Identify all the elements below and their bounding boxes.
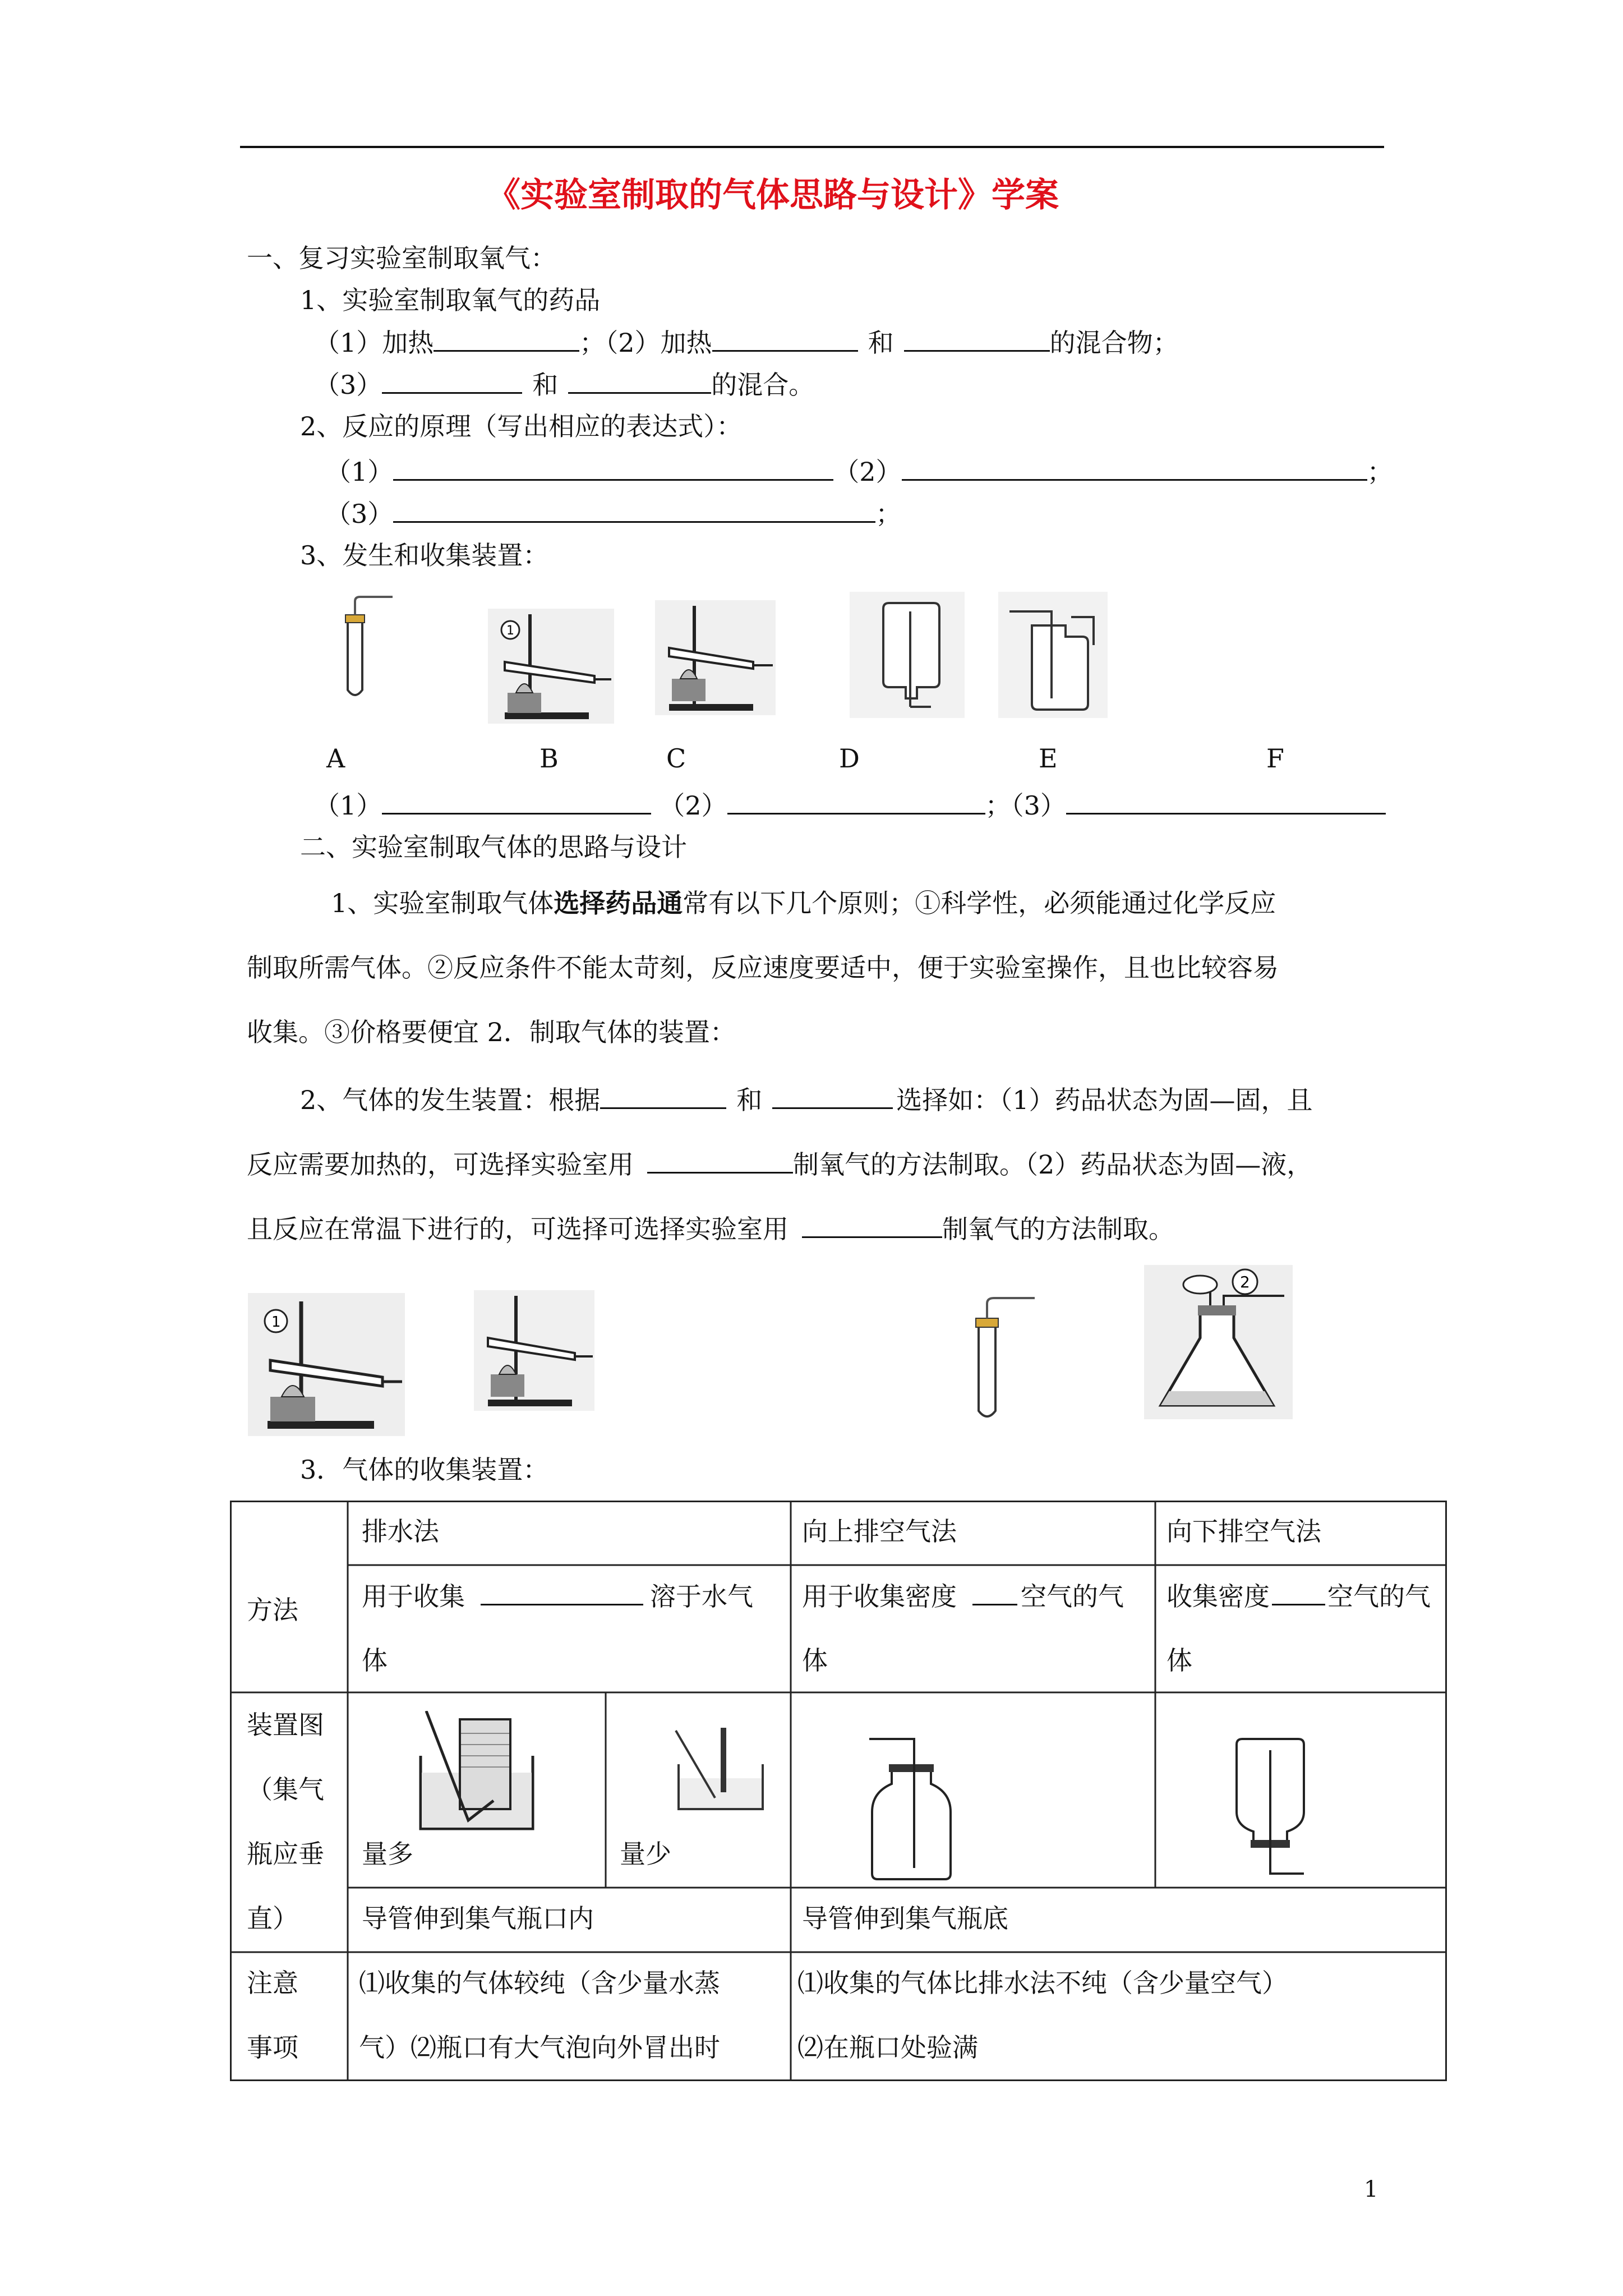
- blank[interactable]: [712, 325, 858, 352]
- blank[interactable]: [382, 788, 651, 815]
- use-water-line2: 体: [362, 1645, 388, 1676]
- gas-bottle-icon: [850, 592, 965, 718]
- blank[interactable]: [972, 1579, 1017, 1605]
- page-number: 1: [1364, 2177, 1378, 2202]
- heating-apparatus-icon: [474, 1290, 594, 1411]
- row-device-label-3: 瓶应垂: [247, 1839, 324, 1869]
- note-water-line1: ⑴收集的气体较纯（含少量水蒸: [359, 1968, 720, 1998]
- blank[interactable]: [802, 1212, 942, 1238]
- label-c: C: [666, 743, 686, 774]
- amount-more-label: 量多: [362, 1839, 413, 1869]
- blank[interactable]: [902, 454, 1367, 481]
- test-tube-icon: [965, 1296, 1038, 1425]
- s2-p2-line3: 且反应在常温下进行的，可选择可选择实验室用 制氧气的方法制取。: [247, 1212, 1174, 1246]
- q3-text: 3、发生和收集装置：: [300, 540, 549, 570]
- use-water-line1: 用于收集 溶于水气: [362, 1579, 753, 1613]
- row-device-label-2: （集气: [247, 1774, 324, 1805]
- test-tube-icon: [336, 595, 398, 701]
- q1-line-b: （3） 和 的混合。: [314, 367, 814, 402]
- q1-line-a: （1）加热 ；（2）加热 和 的混合物；: [314, 325, 1179, 360]
- svg-text:1: 1: [506, 624, 514, 638]
- device-fill-line: （1） （2） ；（3）: [314, 788, 1386, 822]
- svg-text:2: 2: [1240, 1273, 1250, 1291]
- q2-line-1: （1） （2） ；: [325, 454, 1393, 489]
- q2-line-3: （3） ；: [325, 496, 901, 531]
- blank[interactable]: [393, 454, 833, 481]
- blank[interactable]: [647, 1147, 793, 1174]
- water-trough-icon: [415, 1711, 538, 1837]
- blank[interactable]: [1066, 788, 1386, 815]
- s2-p2-line1: 2、气体的发生装置：根据 和 选择如：（1）药品状态为固—固，且: [300, 1083, 1313, 1117]
- s2-p1-line3: 收集。③价格要便宜 2．制取气体的装置：: [247, 1017, 736, 1047]
- row-device-label-1: 装置图: [247, 1710, 324, 1740]
- s2-p1-line2: 制取所需气体。②反应条件不能太苛刻，反应速度要适中，便于实验室操作，且也比较容易: [247, 953, 1279, 983]
- col-water-method: 排水法: [362, 1516, 439, 1547]
- gas-bottle-icon: [861, 1733, 959, 1882]
- row-device-label-4: 直）: [247, 1903, 298, 1934]
- s2-p3: 3．气体的收集装置：: [300, 1455, 549, 1485]
- svg-text:1: 1: [271, 1314, 281, 1331]
- water-trough-icon: [673, 1725, 768, 1815]
- use-downward-line1: 收集密度 空气的气: [1166, 1579, 1431, 1613]
- heating-apparatus-icon: [248, 1293, 405, 1436]
- page-title: 《实验室制取的气体思路与设计》学案: [487, 176, 1059, 215]
- header-rule: [240, 146, 1384, 148]
- q1-text: 1、实验室制取氧气的药品: [300, 285, 601, 315]
- section1-heading: 一、复习实验室制取氧气：: [247, 243, 556, 273]
- blank[interactable]: [568, 367, 711, 394]
- tube-position-water: 导管伸到集气瓶口内: [362, 1903, 594, 1934]
- label-f: F: [1266, 743, 1284, 774]
- blank[interactable]: [382, 367, 522, 394]
- row-note-label-2: 事项: [247, 2032, 298, 2063]
- blank[interactable]: [772, 1083, 893, 1109]
- note-water-line2: 气）⑵瓶口有大气泡向外冒出时: [359, 2032, 720, 2063]
- s2-p1-line1: 1、实验室制取气体选择药品通常有以下几个原则；①科学性，必须能通过化学反应: [331, 888, 1276, 918]
- gas-bottle-icon: [1220, 1733, 1318, 1882]
- blank[interactable]: [393, 496, 875, 523]
- use-upward-line1: 用于收集密度 空气的气: [802, 1579, 1124, 1613]
- tube-position-air: 导管伸到集气瓶底: [802, 1903, 1008, 1934]
- row-note-label-1: 注意: [247, 1968, 298, 1998]
- blank[interactable]: [481, 1579, 643, 1605]
- section2-heading: 二、实验室制取气体的思路与设计: [300, 832, 687, 862]
- row-method-label: 方法: [247, 1595, 298, 1625]
- heating-apparatus-icon: [488, 609, 614, 724]
- blank[interactable]: [600, 1083, 726, 1109]
- label-b: B: [540, 743, 559, 774]
- s2-p2-line2: 反应需要加热的，可选择实验室用 制氧气的方法制取。（2）药品状态为固—液，: [247, 1147, 1312, 1181]
- col-upward-air-method: 向上排空气法: [802, 1516, 957, 1547]
- blank[interactable]: [727, 788, 985, 815]
- label-e: E: [1039, 743, 1058, 774]
- gas-bottle-icon: [998, 592, 1108, 718]
- note-air-line1: ⑴收集的气体比排水法不纯（含少量空气）: [797, 1968, 1288, 1998]
- note-air-line2: ⑵在瓶口处验满: [797, 2032, 978, 2063]
- flask-icon: [1144, 1265, 1293, 1419]
- label-a: A: [326, 743, 345, 774]
- amount-less-label: 量少: [620, 1839, 671, 1869]
- blank[interactable]: [434, 325, 579, 352]
- q2-text: 2、反应的原理（写出相应的表达式）：: [300, 411, 743, 441]
- use-upward-line2: 体: [802, 1645, 828, 1676]
- label-d: D: [839, 743, 860, 774]
- blank[interactable]: [904, 325, 1050, 352]
- blank[interactable]: [1272, 1579, 1325, 1605]
- col-downward-air-method: 向下排空气法: [1166, 1516, 1321, 1547]
- heating-apparatus-icon: [655, 600, 776, 715]
- use-downward-line2: 体: [1166, 1645, 1192, 1676]
